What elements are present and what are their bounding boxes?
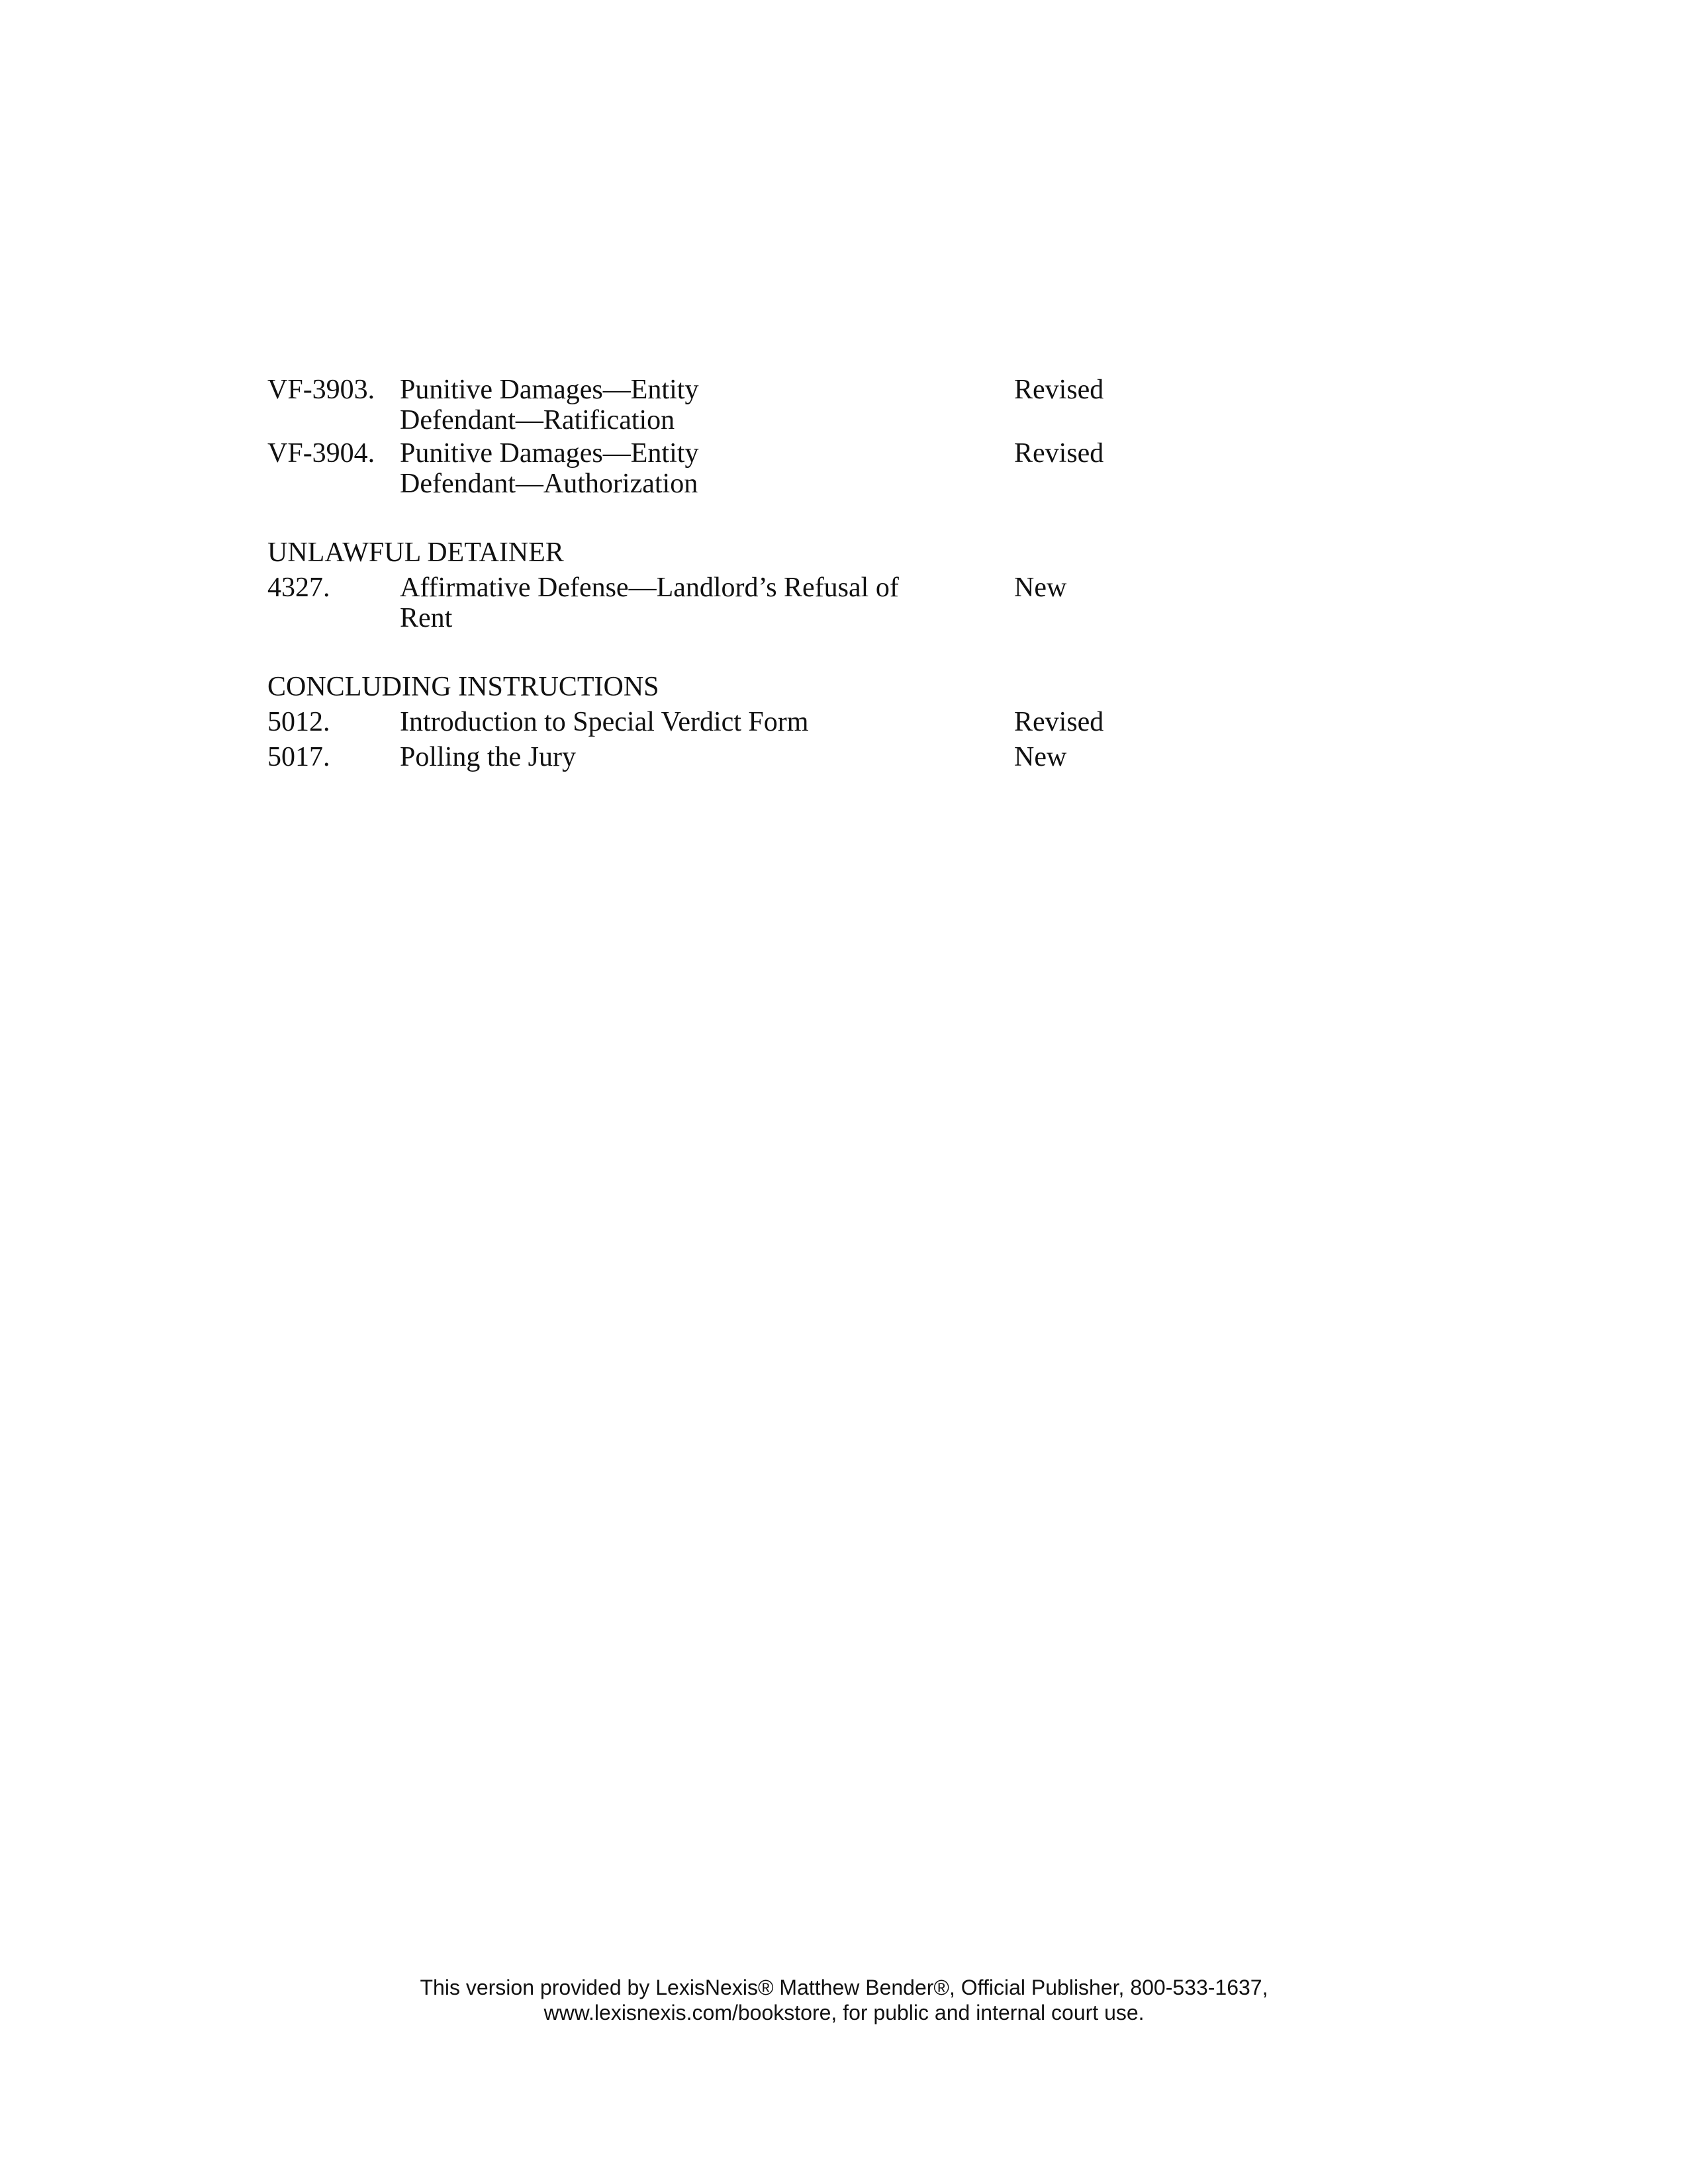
- instruction-title-line: Polling the Jury: [400, 742, 577, 772]
- section-heading: CONCLUDING INSTRUCTIONS: [267, 672, 659, 702]
- instruction-title: [400, 707, 916, 737]
- footer-line: www.lexisnexis.com/bookstore, for public and internal court use.: [543, 2001, 1145, 2025]
- table-row: [267, 572, 1393, 633]
- footer-line: This version provided by LexisNexis® Matthew Bender®, Official Publisher, 800-533-1637,: [420, 1976, 1268, 1999]
- instruction-title: [400, 572, 916, 633]
- instruction-number: 5017.: [267, 742, 330, 772]
- instruction-number: 5012.: [267, 707, 330, 737]
- revision-status: New: [1014, 572, 1067, 603]
- revision-status: Revised: [1014, 438, 1104, 469]
- table-row: [267, 707, 1393, 737]
- revision-status: New: [1014, 742, 1067, 772]
- section-heading: UNLAWFUL DETAINER: [267, 537, 564, 568]
- revision-table: [267, 375, 1393, 772]
- instruction-title: [400, 742, 916, 772]
- instruction-title-line: Rent: [400, 603, 453, 633]
- instruction-title: [400, 375, 916, 435]
- instruction-title: [400, 438, 916, 499]
- instruction-title-line: Punitive Damages—Entity: [400, 438, 699, 469]
- publisher-footer: [0, 1975, 1688, 2025]
- table-row: [267, 438, 1393, 499]
- table-row: [267, 375, 1393, 435]
- instruction-title-line: Defendant—Authorization: [400, 469, 698, 499]
- instruction-title-line: Introduction to Special Verdict Form: [400, 707, 809, 737]
- instruction-number: VF-3904.: [267, 438, 375, 469]
- instruction-title-line: Defendant—Ratification: [400, 405, 675, 435]
- table-row: [267, 742, 1393, 772]
- instruction-number: 4327.: [267, 572, 330, 603]
- instruction-number: VF-3903.: [267, 375, 375, 405]
- revision-status: Revised: [1014, 375, 1104, 405]
- instruction-title-line: Punitive Damages—Entity: [400, 375, 699, 405]
- instruction-title-line: Affirmative Defense—Landlord’s Refusal of: [400, 572, 899, 603]
- revision-status: Revised: [1014, 707, 1104, 737]
